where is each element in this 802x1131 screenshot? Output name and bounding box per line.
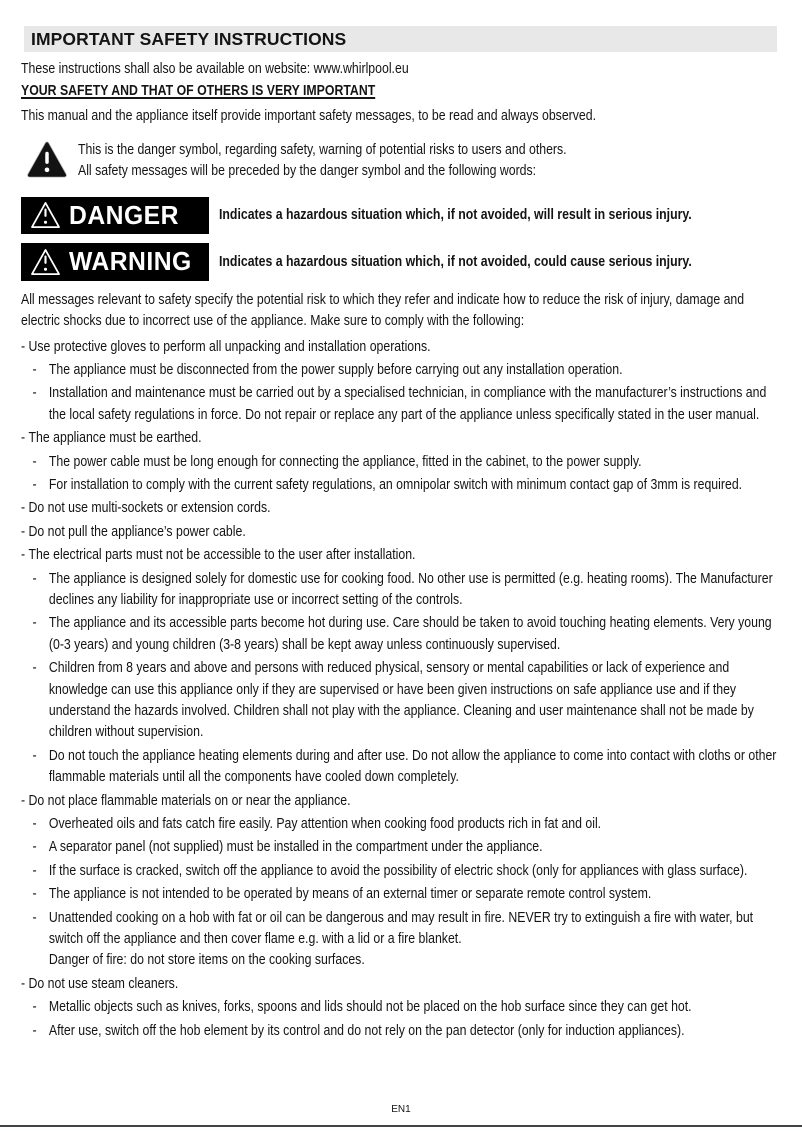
bullet-dash <box>21 382 49 425</box>
bullet-item <box>21 521 780 542</box>
website-note: These instructions shall also be available on website: www.whirlpool.eu <box>21 60 409 77</box>
danger-note-text <box>78 139 795 182</box>
danger-badge <box>21 197 209 234</box>
bullet-text: If the surface is cracked, switch off the appliance to avoid the possibility of electric shock (only for appliances with glass surface). <box>48 861 748 879</box>
bullet-item <box>21 813 780 834</box>
danger-symbol-note <box>21 139 780 182</box>
bullet-item <box>21 973 780 994</box>
danger-signal-row <box>21 197 780 234</box>
bullet-text: The electrical parts must not be accessible to the user after installation. <box>28 546 416 564</box>
bullet-text: The power cable must be long enough for connecting the appliance, fitted in the cabinet, to the power supply. <box>48 452 642 470</box>
bullet-item <box>21 427 780 448</box>
bullet-text: Overheated oils and fats catch fire easily. Pay attention when cooking food products rich in fat and oil. <box>48 815 602 833</box>
page-title-bar <box>24 26 777 52</box>
bullet-item <box>21 568 780 611</box>
danger-badge-label: DANGER <box>69 199 179 230</box>
warning-triangle-icon <box>30 201 61 229</box>
bullet-item <box>21 474 780 495</box>
danger-description-text: Indicates a hazardous situation which, if not avoided, will result in serious injury. <box>219 206 692 223</box>
bullet-item <box>21 451 780 472</box>
bullet-text: Installation and maintenance must be carried out by a specialised technician, in compliance with the manufacturer’s instructions and the local safety regulations in force. Do not repair or replace any part of the appliance unless specifically stated in the user manual. <box>48 384 767 423</box>
warning-description <box>219 253 802 271</box>
bullet-text: Unattended cooking on a hob with fat or oil can be dangerous and may result in fire. NEVER try to extinguish a fire with water, but switch off the appliance and then cover flame e.g. with a lid or a fire blanket. <box>48 908 754 948</box>
bullet-item <box>21 883 780 904</box>
risk-paragraph: All messages relevant to safety specify the potential risk to which they refer and indicate how to reduce the risk of injury, damage and electric shocks due to incorrect use of the appliance. Make sure to comply with the following: <box>21 290 745 329</box>
bullet-item <box>21 612 780 655</box>
bullet-text: The appliance is not intended to be operated by means of an external timer or separate remote control system. <box>48 885 652 903</box>
bullet-dash <box>21 568 49 611</box>
bullet-item <box>21 544 780 565</box>
warning-badge <box>21 243 209 281</box>
bullet-text: The appliance must be disconnected from the power supply before carrying out any installation operation. <box>48 360 623 378</box>
bullet-dash <box>21 474 49 495</box>
page-title: IMPORTANT SAFETY INSTRUCTIONS <box>31 28 347 49</box>
bullet-dash <box>21 883 49 904</box>
bottom-rule <box>0 1125 802 1128</box>
bullet-text: For installation to comply with the current safety regulations, an omnipolar switch with minimum contact gap of 3mm is required. <box>48 475 743 493</box>
bullet-text: Do not pull the appliance’s power cable. <box>28 522 246 540</box>
bullet-item <box>21 860 780 881</box>
bullet-item <box>21 382 780 425</box>
bullet-text: The appliance must be earthed. <box>28 429 202 447</box>
bullet-item <box>21 359 780 380</box>
bullet-dash <box>21 612 49 655</box>
manual-note: This manual and the appliance itself provide important safety messages, to be read and always observed. <box>21 107 597 124</box>
bullet-item <box>21 745 780 788</box>
bullet-text: A separator panel (not supplied) must be installed in the compartment under the appliance. <box>48 838 543 856</box>
danger-symbol-icon <box>27 141 67 178</box>
warning-description-text: Indicates a hazardous situation which, if not avoided, could cause serious injury. <box>219 252 692 270</box>
bullet-item <box>21 336 780 357</box>
warning-triangle-icon <box>30 248 61 276</box>
safety-bullet-list <box>21 336 780 1042</box>
bullet-text: Do not touch the appliance heating elements during and after use. Do not allow the appliance to come into contact with cloths or other flammable materials until all the components have cooled down completely. <box>48 746 777 786</box>
bullet-item <box>21 657 780 743</box>
bullet-item <box>21 836 780 857</box>
bullet-dash <box>21 1020 49 1041</box>
bullet-text: The appliance and its accessible parts become hot during use. Care should be taken to avoid touching heating elements. Very young (0-3 years) and young children (3-8 years) shall be kept away unless continuously supervised. <box>48 614 772 653</box>
danger-note-line2: All safety messages will be preceded by the danger symbol and the following words: <box>78 162 537 179</box>
bullet-dash <box>21 836 49 857</box>
bullet-text: Do not use steam cleaners. <box>28 974 179 992</box>
bullet-item <box>21 907 780 971</box>
page-content <box>0 52 802 1041</box>
bullet-dash <box>21 996 49 1017</box>
bullet-dash <box>21 657 49 743</box>
danger-description <box>219 206 802 224</box>
bullet-text: The appliance is designed solely for domestic use for cooking food. No other use is permitted (e.g. heating rooms). The Manufacturer declines any liability for inappropriate use or incorrect setting of the controls. <box>48 569 773 608</box>
bullet-text: Do not place flammable materials on or near the appliance. <box>28 791 351 809</box>
bullet-item <box>21 497 780 518</box>
warning-signal-row <box>21 243 780 281</box>
bullet-extra-line: Danger of fire: do not store items on the cooking surfaces. <box>48 951 365 969</box>
bullet-text: Use protective gloves to perform all unpacking and installation operations. <box>28 337 431 355</box>
bullet-item <box>21 1020 780 1041</box>
safety-importance-heading: YOUR SAFETY AND THAT OF OTHERS IS VERY IMPORTANT <box>21 81 376 99</box>
bullet-dash <box>21 451 49 472</box>
bullet-dash <box>21 907 49 971</box>
warning-badge-label: WARNING <box>69 246 192 276</box>
bullet-text: Do not use multi-sockets or extension cords. <box>28 499 271 517</box>
bullet-item <box>21 996 780 1017</box>
danger-note-line1: This is the danger symbol, regarding safety, warning of potential risks to users and others. <box>78 140 567 158</box>
bullet-text: After use, switch off the hob element by its control and do not rely on the pan detector (only for induction appliances). <box>48 1021 685 1039</box>
bullet-dash <box>21 359 49 380</box>
bullet-text: Metallic objects such as knives, forks, spoons and lids should not be placed on the hob surface since they can get hot. <box>48 998 692 1016</box>
bullet-item <box>21 790 780 811</box>
bullet-dash <box>21 860 49 881</box>
page-number: EN1 <box>391 1104 411 1115</box>
bullet-dash <box>21 813 49 834</box>
bullet-dash <box>21 745 49 788</box>
bullet-text: Children from 8 years and above and persons with reduced physical, sensory or mental capabilities or lack of experience and knowledge can use this appliance only if they are supervised or have been given instructions on safe appliance use and if they understand the hazards involved. Children shall not play with the appliance. Cleaning and user maintenance shall not be made by children without supervision. <box>48 659 754 741</box>
